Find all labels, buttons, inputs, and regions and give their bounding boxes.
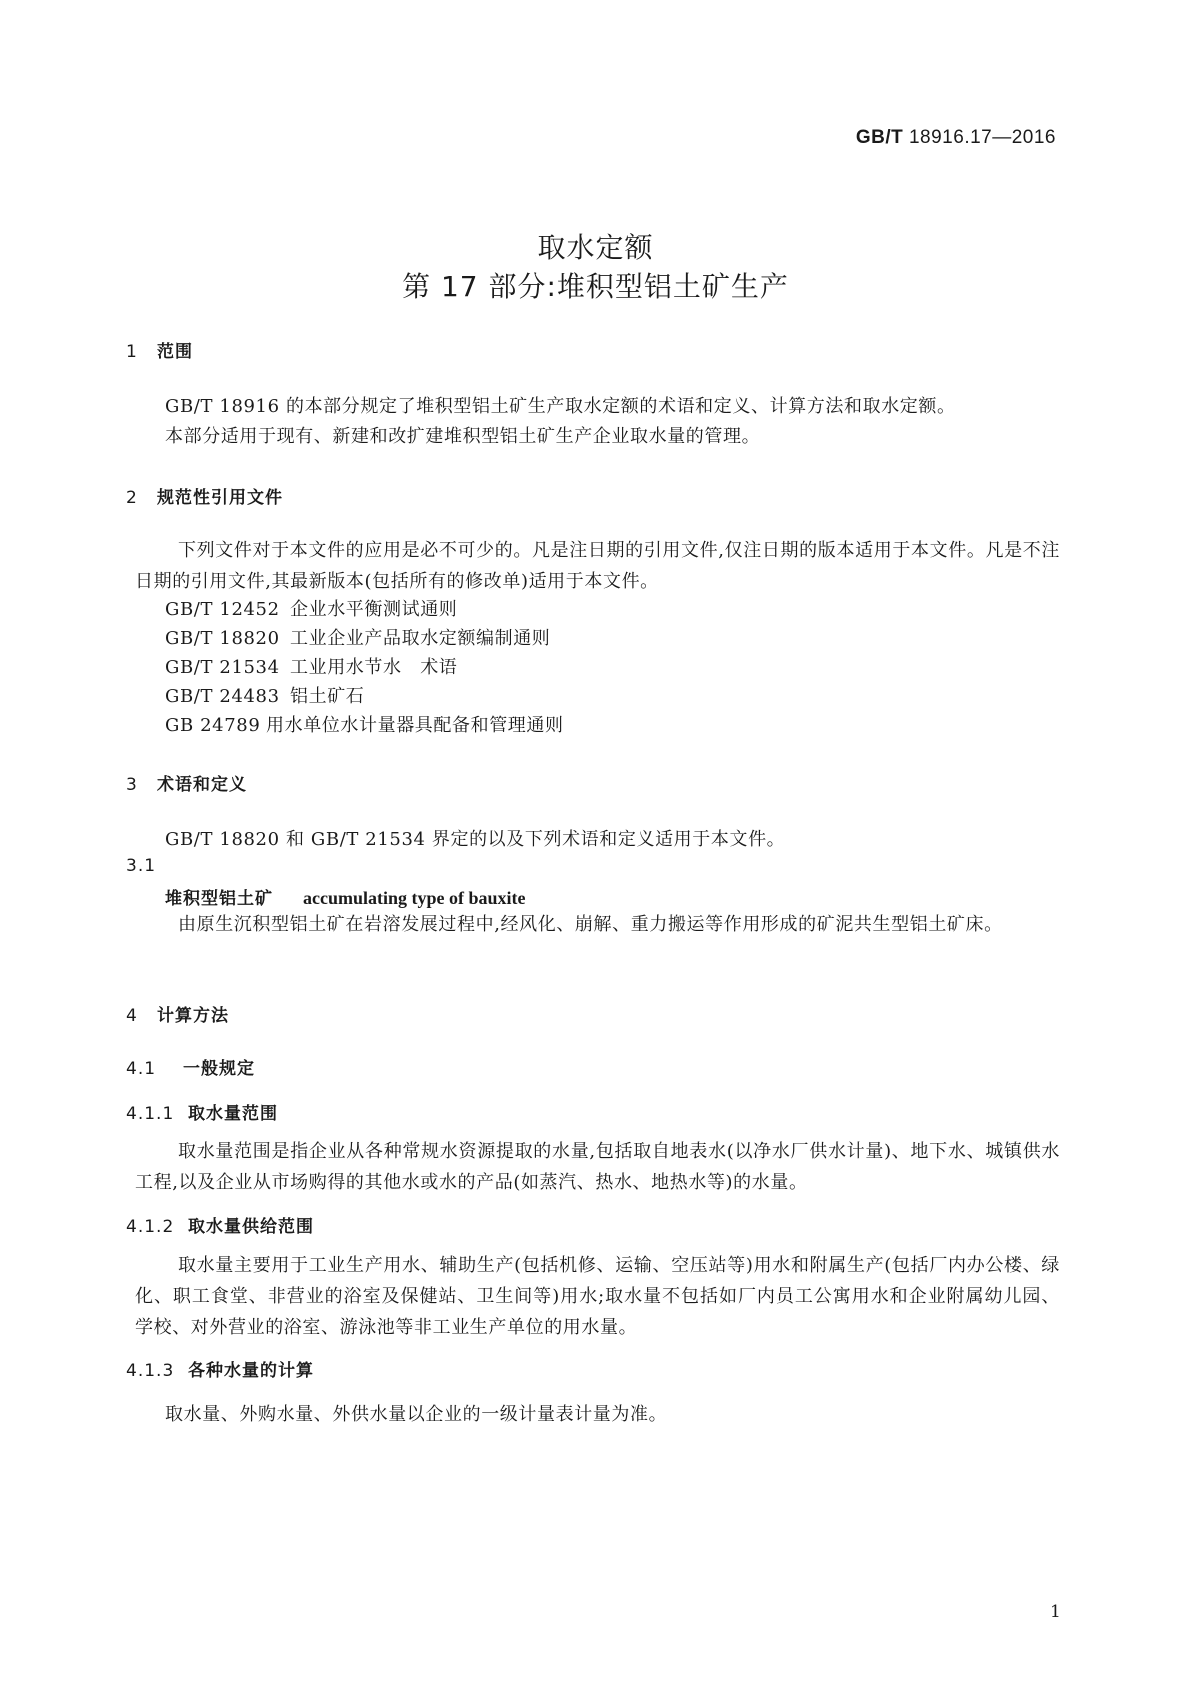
reference-item: GB/T 21534 工业用水节水 术语 xyxy=(165,657,458,678)
section-3-paragraph: GB/T 18820 和 GB/T 21534 界定的以及下列术语和定义适用于本文件。 xyxy=(165,829,786,850)
section-1-paragraph-2: 本部分适用于现有、新建和改扩建堆积型铝土矿生产企业取水量的管理。 xyxy=(165,426,761,447)
term-english: accumulating type of bauxite xyxy=(303,888,526,908)
standard-number: GB/T 18916.17—2016 xyxy=(855,127,1056,148)
term-definition: 由原生沉积型铝土矿在岩溶发展过程中,经风化、崩解、重力搬运等作用形成的矿泥共生型铝土矿床。 xyxy=(178,914,1003,935)
document-title: 取水定额 xyxy=(537,231,654,264)
section-4-heading: 4 计算方法 xyxy=(126,1006,229,1026)
document-subtitle: 第 17 部分:堆积型铝土矿生产 xyxy=(402,270,789,303)
section-4-1-1-heading: 4.1.1 取水量范围 xyxy=(126,1104,278,1124)
section-4-1-3-paragraph: 取水量、外购水量、外供水量以企业的一级计量表计量为准。 xyxy=(165,1404,668,1425)
section-1-heading: 1 范围 xyxy=(126,342,193,362)
section-4-1-2-heading: 4.1.2 取水量供给范围 xyxy=(126,1217,314,1237)
term-number: 3.1 xyxy=(126,856,157,876)
page-number: 1 xyxy=(1050,1602,1061,1622)
reference-item: GB/T 18820 工业企业产品取水定额编制通则 xyxy=(165,628,551,649)
reference-item: GB/T 12452 企业水平衡测试通则 xyxy=(165,599,458,620)
reference-item: GB/T 24483 铝土矿石 xyxy=(165,686,365,707)
section-1-paragraph-1: GB/T 18916 的本部分规定了堆积型铝土矿生产取水定额的术语和定义、计算方法和取水定额。 xyxy=(165,396,956,417)
section-2-paragraph: 下列文件对于本文件的应用是必不可少的。凡是注日期的引用文件,仅注日期的版本适用于本文件。凡是不注日期的引用文件,其最新版本(包括所有的修改单)适用于本文件。 xyxy=(135,540,1060,592)
term-chinese: 堆积型铝土矿 xyxy=(165,889,273,909)
section-4-1-3-heading: 4.1.3 各种水量的计算 xyxy=(126,1361,314,1381)
section-4-1-2-paragraph: 取水量主要用于工业生产用水、辅助生产(包括机修、运输、空压站等)用水和附属生产(包括厂内办公楼、绿化、职工食堂、非营业的浴室及保健站、卫生间等)用水;取水量不包括如厂内员工公寓用水和企业附属幼儿园、学校、对外营业的浴室、游泳池等非工业生产单位的用水量。 xyxy=(135,1255,1060,1338)
section-4-1-heading: 4.1 一般规定 xyxy=(126,1059,255,1079)
term-entry xyxy=(165,884,526,909)
reference-item: GB 24789 用水单位水计量器具配备和管理通则 xyxy=(165,715,564,736)
section-4-1-1-paragraph: 取水量范围是指企业从各种常规水资源提取的水量,包括取自地表水(以净水厂供水计量)、地下水、城镇供水工程,以及企业从市场购得的其他水或水的产品(如蒸汽、热水、地热水等)的水量。 xyxy=(135,1141,1060,1193)
section-3-heading: 3 术语和定义 xyxy=(126,775,247,795)
section-2-heading: 2 规范性引用文件 xyxy=(126,488,283,508)
